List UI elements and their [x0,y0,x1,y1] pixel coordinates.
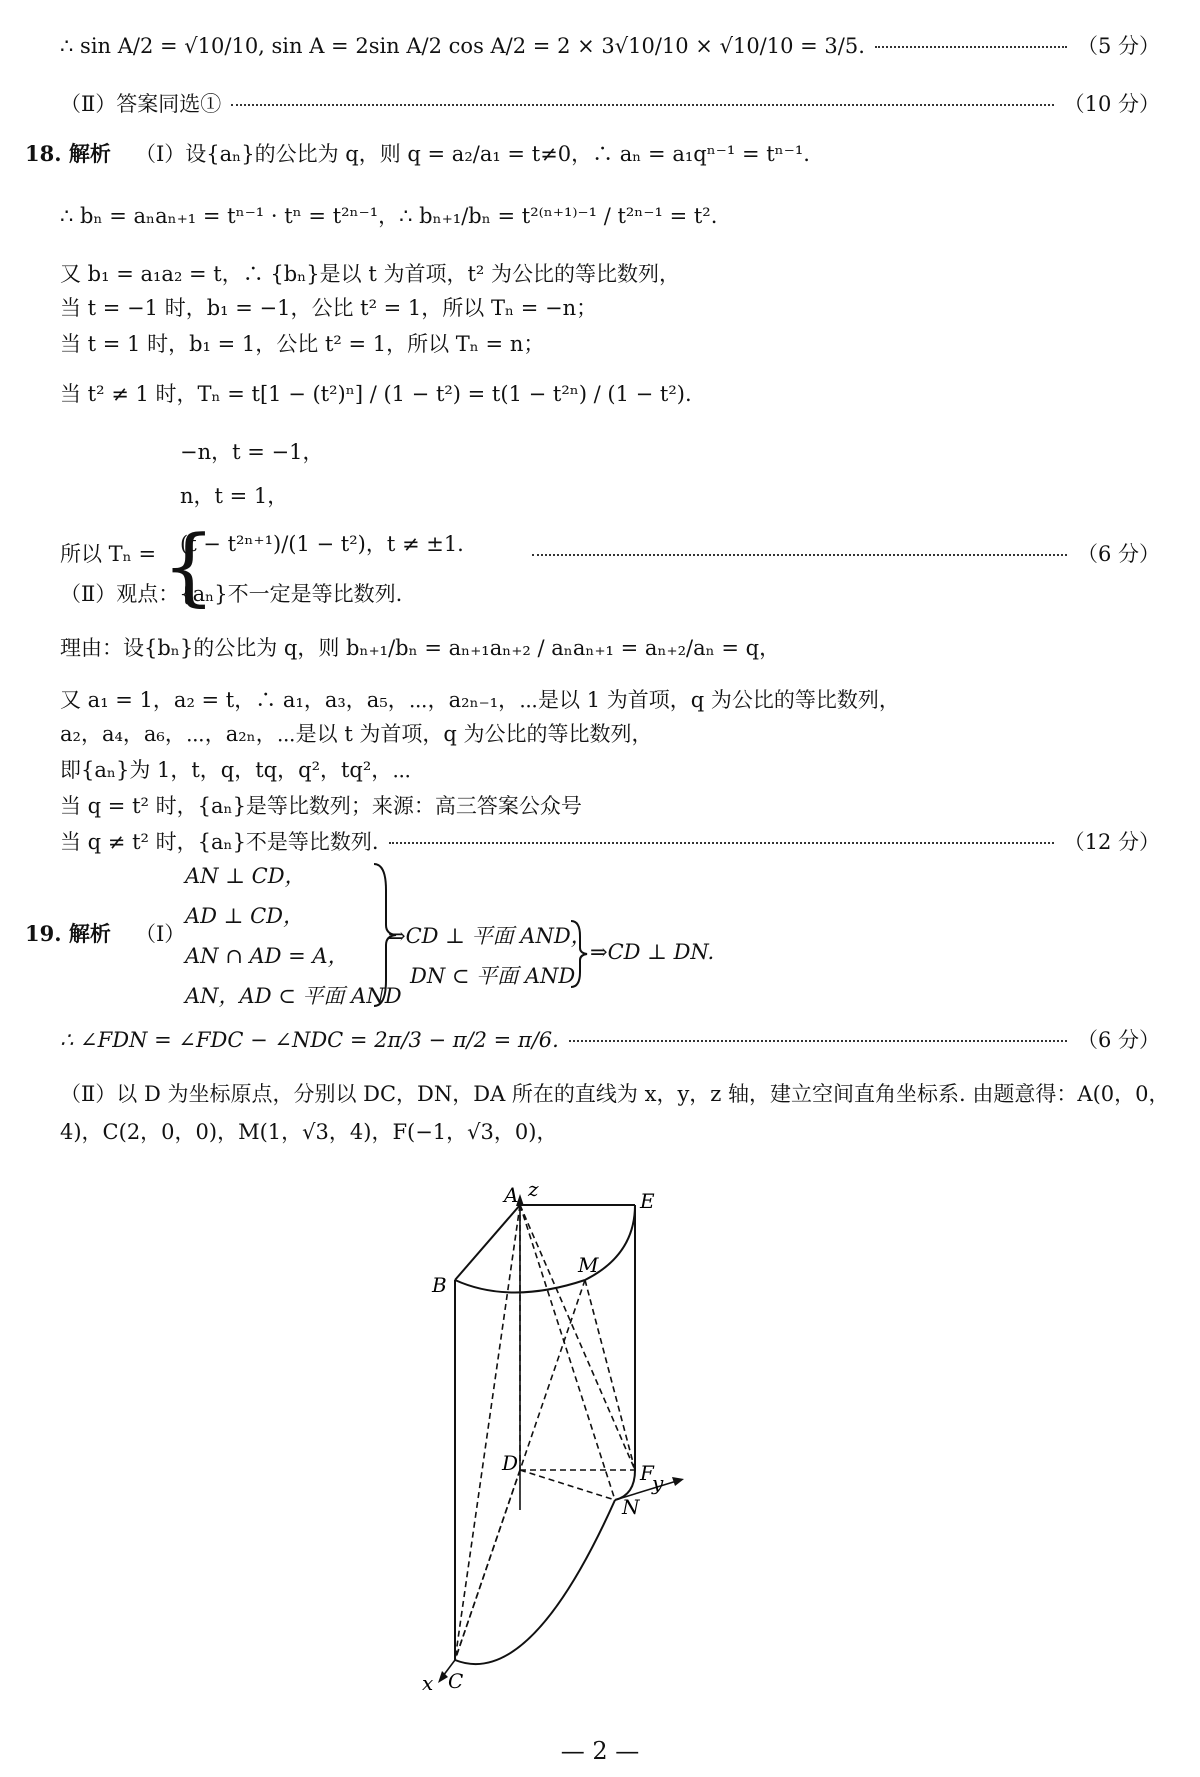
label-A: A [504,1183,519,1207]
q18-line-2: ∴ bₙ = aₙaₙ₊₁ = tⁿ⁻¹ · tⁿ = t²ⁿ⁻¹，∴ bₙ₊₁/bₙ = t²⁽ⁿ⁺¹⁾⁻¹ / t²ⁿ⁻¹ = t². [60,204,718,228]
label-F: F [640,1461,654,1485]
label-x: x [422,1671,434,1695]
dot-leader [875,46,1067,48]
result: ⇒CD ⊥ DN. [590,940,715,964]
q18-line-8: 理由：设{bₙ}的公比为 q，则 bₙ₊₁/bₙ = aₙ₊₁aₙ₊₂ / aₙaₙ₊₁ = aₙ₊₂/aₙ = q， [60,636,781,660]
question-18-number: 18. 解析 [25,141,111,166]
score: （6 分） [1076,542,1160,566]
label-y: y [652,1471,664,1495]
q19-line-4: 4)，C(2，0，0)，M(1，√3，4)，F(−1，√3，0)， [60,1120,558,1144]
text: 当 q ≠ t² 时，{aₙ}不是等比数列. [60,830,379,854]
case-label: 所以 Tₙ = [60,542,157,566]
score: （10 分） [1063,92,1160,116]
q19-part-1: （Ⅰ） [135,922,186,946]
score: （6 分） [1076,1028,1160,1052]
dot-leader [569,1040,1067,1042]
right-brace-2 [568,918,590,990]
score: （12 分） [1063,830,1160,854]
page-number: — 2 — [560,1737,640,1765]
q18-line-12: 当 q = t² 时，{aₙ}是等比数列；来源：高三答案公众号 [60,794,582,818]
q18-line-5: 当 t = 1 时，b₁ = 1，公比 t² = 1，所以 Tₙ = n； [60,332,545,356]
label-E: E [640,1189,655,1213]
q18-line-6: 当 t² ≠ 1 时，Tₙ = t[1 − (t²)ⁿ] / (1 − t²) = t(1 − t²ⁿ) / (1 − t²). [60,382,692,406]
cond-2: AD ⊥ CD， [185,904,305,928]
q18-line-7: （Ⅱ）观点：{aₙ}不一定是等比数列. [60,582,403,606]
q18-line-13 [60,826,1160,856]
cond-3: AN ∩ AD = A， [185,944,349,968]
case-2: n，t = 1， [180,484,289,508]
q18-line-10: a₂，a₄，a₆，⋯，a₂ₙ，⋯是以 t 为首项，q 为公比的等比数列， [60,722,653,746]
text: （Ⅱ）答案同选① [60,92,222,116]
label-M: M [578,1253,599,1277]
mid-2: DN ⊂ 平面 AND [410,964,576,988]
label-B: B [432,1273,447,1297]
dot-leader [231,104,1053,106]
label-C: C [448,1669,464,1693]
equation-text: ∴ sin A/2 = √10/10, sin A = 2sin A/2 cos A/2 = 2 × 3√10/10 × √10/10 = 3/5. [60,34,865,58]
label-z: z [528,1177,539,1201]
q18-line-3: 又 b₁ = a₁a₂ = t，∴ {bₙ}是以 t 为首项，t² 为公比的等比数列， [60,262,680,286]
text: ∴ ∠FDN = ∠FDC − ∠NDC = 2π/3 − π/2 = π/6. [60,1028,559,1052]
score: （5 分） [1076,34,1160,58]
q19-line-2 [60,1024,1160,1054]
mid-1: ⇒CD ⊥ 平面 AND， [388,924,592,948]
line-sin-a [60,30,1160,60]
case-1: −n，t = −1， [180,440,324,464]
dot-leader [389,842,1054,844]
q18-line-11: 即{aₙ}为 1，t，q，tq，q²，tq²，⋯ [60,758,412,782]
cond-4: AN，AD ⊂ 平面 AND [185,984,402,1008]
label-N: N [622,1495,640,1519]
q19-line-3: （Ⅱ）以 D 为坐标原点，分别以 DC，DN，DA 所在的直线为 x，y，z 轴，建立空间直角坐标系. 由题意得：A(0，0， [60,1082,1170,1106]
q18-line-9: 又 a₁ = 1，a₂ = t，∴ a₁，a₃，a₅，⋯，a₂ₙ₋₁，⋯是以 1 为首项，q 为公比的等比数列， [60,688,900,712]
q18-line-4: 当 t = −1 时，b₁ = −1，公比 t² = 1，所以 Tₙ = −n； [60,296,598,320]
left-brace: { [162,517,216,615]
case-3: (t − t²ⁿ⁺¹)/(1 − t²)，t ≠ ±1. [180,532,464,556]
cond-1: AN ⊥ CD， [185,864,306,888]
line-part2-answer [60,88,1160,118]
label-D: D [502,1451,519,1475]
question-19-number: 19. 解析 [25,921,111,946]
q18-line-1: （Ⅰ）设{aₙ}的公比为 q，则 q = a₂/a₁ = t≠0，∴ aₙ = a₁qⁿ⁻¹ = tⁿ⁻¹. [135,142,810,166]
cylinder-figure [422,1177,800,1700]
